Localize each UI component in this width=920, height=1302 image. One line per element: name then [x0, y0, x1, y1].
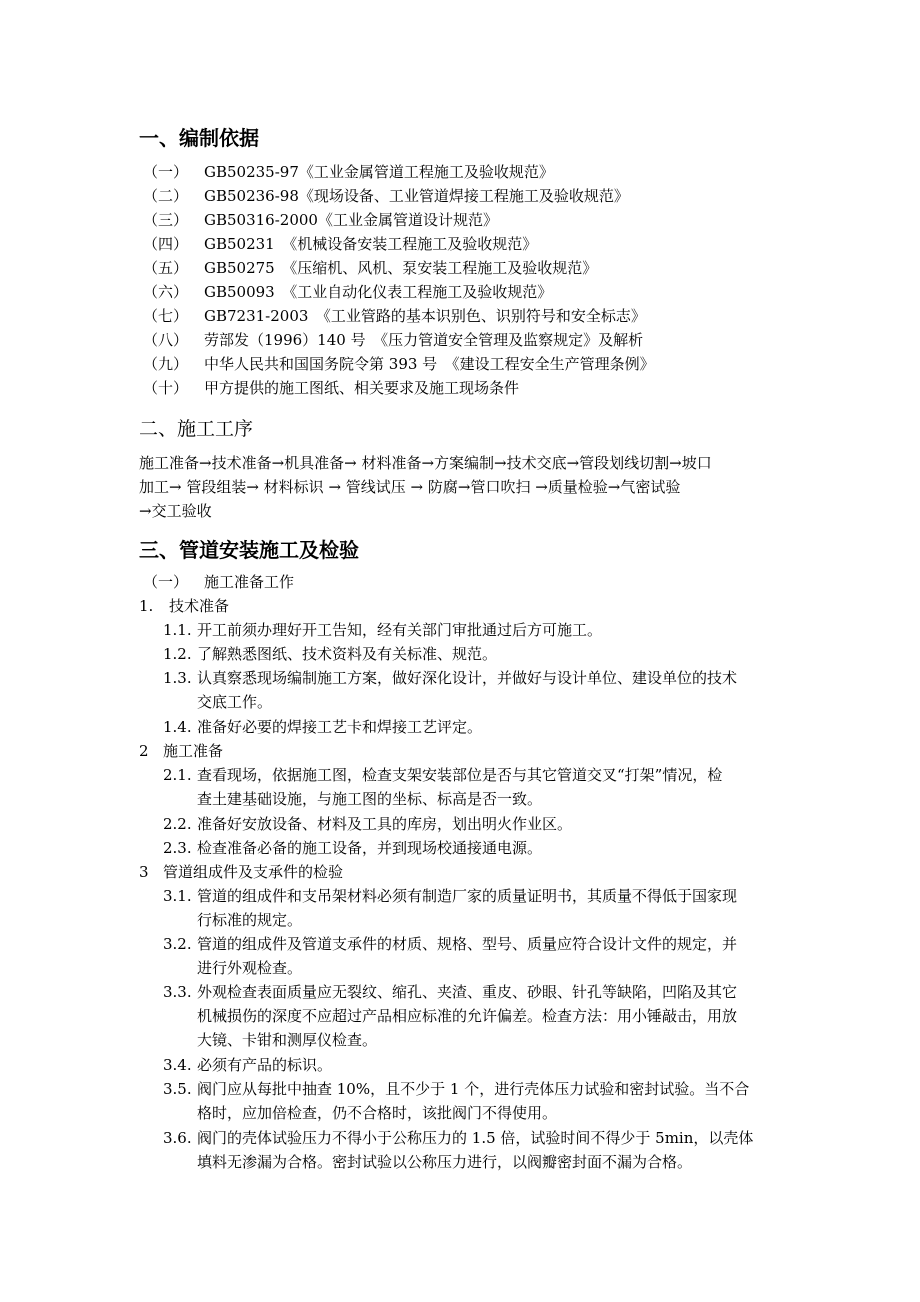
- construction-prep-item-number: 2.2.: [163, 815, 192, 833]
- basis-item-text: 中华人民共和国国务院令第 393 号 《建设工程安全生产管理条例》: [204, 355, 655, 373]
- group-1-title: 技术准备: [169, 597, 230, 615]
- basis-item-text: GB50316-2000《工业金属管道设计规范》: [204, 211, 498, 229]
- basis-item-text: GB50093 《工业自动化仪表工程施工及验收规范》: [204, 283, 553, 301]
- basis-item-number: （八）: [143, 331, 189, 349]
- inspection-item-number: 3.4.: [163, 1056, 192, 1074]
- basis-item-text: GB7231-2003 《工业管路的基本识别色、识别符号和安全标志》: [204, 307, 646, 325]
- inspection-item-text: 管道的组成件及管道支承件的材质、规格、型号、质量应符合设计文件的规定，并: [197, 935, 738, 953]
- tech-prep-item-text: 开工前须办理好开工告知，经有关部门审批通过后方可施工。: [197, 621, 603, 639]
- inspection-item-number: 3.3.: [163, 983, 192, 1001]
- tech-prep-item-text: 了解熟悉图纸、技术资料及有关标准、规范。: [197, 645, 498, 663]
- inspection-item-number: 3.2.: [163, 935, 192, 953]
- construction-prep-item-number: 2.1.: [163, 766, 192, 784]
- subsection-title: 施工准备工作: [204, 573, 295, 591]
- inspection-item-number: 3.6.: [163, 1129, 192, 1147]
- basis-item-text: GB50275 《压缩机、风机、泵安装工程施工及验收规范》: [204, 259, 598, 277]
- inspection-item-text: 行标准的规定。: [197, 911, 303, 929]
- tech-prep-item-number: 1.1.: [163, 621, 192, 639]
- group-3-title: 管道组成件及支承件的检验: [163, 863, 344, 881]
- tech-prep-item-number: 1.2.: [163, 645, 192, 663]
- group-2-title: 施工准备: [163, 742, 224, 760]
- tech-prep-item-text: 认真察悉现场编制施工方案，做好深化设计，并做好与设计单位、建设单位的技术: [197, 669, 738, 687]
- inspection-item-text: 格时，应加倍检查，仍不合格时，该批阀门不得使用。: [197, 1104, 558, 1122]
- basis-item-text: GB50231 《机械设备安装工程施工及验收规范》: [204, 235, 538, 253]
- inspection-item-text: 管道的组成件和支吊架材料必须有制造厂家的质量证明书，其质量不得低于国家现: [197, 887, 738, 905]
- process-line-1: 施工准备→技术准备→机具准备→ 材料准备→方案编制→技术交底→管段划线切割→坡口: [139, 454, 712, 472]
- group-2-number: 2: [139, 742, 149, 760]
- process-line-3: →交工验收: [139, 502, 212, 520]
- basis-item-number: （二）: [143, 187, 189, 205]
- tech-prep-item-text: 准备好必要的焊接工艺卡和焊接工艺评定。: [197, 718, 483, 736]
- construction-prep-item-text: 查看现场，依据施工图，检查支架安装部位是否与其它管道交叉“打架”情况，检: [197, 766, 723, 784]
- basis-item-text: 甲方提供的施工图纸、相关要求及施工现场条件: [204, 379, 520, 397]
- tech-prep-item-number: 1.3.: [163, 669, 192, 687]
- basis-item-text: GB50235-97《工业金属管道工程施工及验收规范》: [204, 163, 554, 181]
- inspection-item-text: 阀门的壳体试验压力不得小于公称压力的 1.5 倍，试验时间不得少于 5min，以壳体: [197, 1129, 754, 1147]
- construction-prep-item-number: 2.3.: [163, 839, 192, 857]
- inspection-item-text: 外观检查表面质量应无裂纹、缩孔、夹渣、重皮、砂眼、针孔等缺陷，凹陷及其它: [197, 983, 738, 1001]
- group-3-number: 3: [139, 863, 149, 881]
- inspection-item-number: 3.5.: [163, 1080, 192, 1098]
- basis-item-number: （三）: [143, 211, 189, 229]
- basis-item-number: （十）: [143, 379, 189, 397]
- inspection-item-text: 阀门应从每批中抽查 10%，且不少于 1 个，进行壳体压力试验和密封试验。当不合: [197, 1080, 750, 1098]
- process-line-2: 加工→ 管段组装→ 材料标识 → 管线试压 → 防腐→管口吹扫 →质量检验→气密试验: [139, 478, 681, 496]
- basis-item-number: （六）: [143, 283, 189, 301]
- basis-item-number: （九）: [143, 355, 189, 373]
- inspection-item-text: 进行外观检查。: [197, 959, 303, 977]
- inspection-item-text: 机械损伤的深度不应超过产品相应标准的允许偏差。检查方法：用小锤敲击，用放: [197, 1007, 738, 1025]
- basis-item-number: （七）: [143, 307, 189, 325]
- section-3-title: 三、管道安装施工及检验: [139, 538, 359, 562]
- inspection-item-text: 大镜、卡钳和测厚仪检查。: [197, 1031, 378, 1049]
- basis-item-text: GB50236-98《现场设备、工业管道焊接工程施工及验收规范》: [204, 187, 629, 205]
- basis-item-number: （一）: [143, 163, 189, 181]
- basis-item-number: （五）: [143, 259, 189, 277]
- subsection-number: （一）: [143, 573, 189, 591]
- group-1-number: 1.: [139, 597, 154, 615]
- tech-prep-item-number: 1.4.: [163, 718, 192, 736]
- tech-prep-item-text: 交底工作。: [197, 693, 273, 711]
- basis-item-number: （四）: [143, 235, 189, 253]
- basis-item-text: 劳部发（1996）140 号 《压力管道安全管理及监察规定》及解析: [204, 331, 644, 349]
- inspection-item-text: 必须有产品的标识。: [197, 1056, 333, 1074]
- construction-prep-item-text: 检查准备必备的施工设备，并到现场校通接通电源。: [197, 839, 543, 857]
- construction-prep-item-text: 准备好安放设备、材料及工具的库房，划出明火作业区。: [197, 815, 573, 833]
- inspection-item-text: 填料无渗漏为合格。密封试验以公称压力进行，以阀瓣密封面不漏为合格。: [197, 1153, 693, 1171]
- section-1-title: 一、编制依据: [139, 126, 259, 150]
- section-2-title: 二、施工工序: [139, 418, 254, 440]
- construction-prep-item-text: 查土建基础设施，与施工图的坐标、标高是否一致。: [197, 790, 543, 808]
- inspection-item-number: 3.1.: [163, 887, 192, 905]
